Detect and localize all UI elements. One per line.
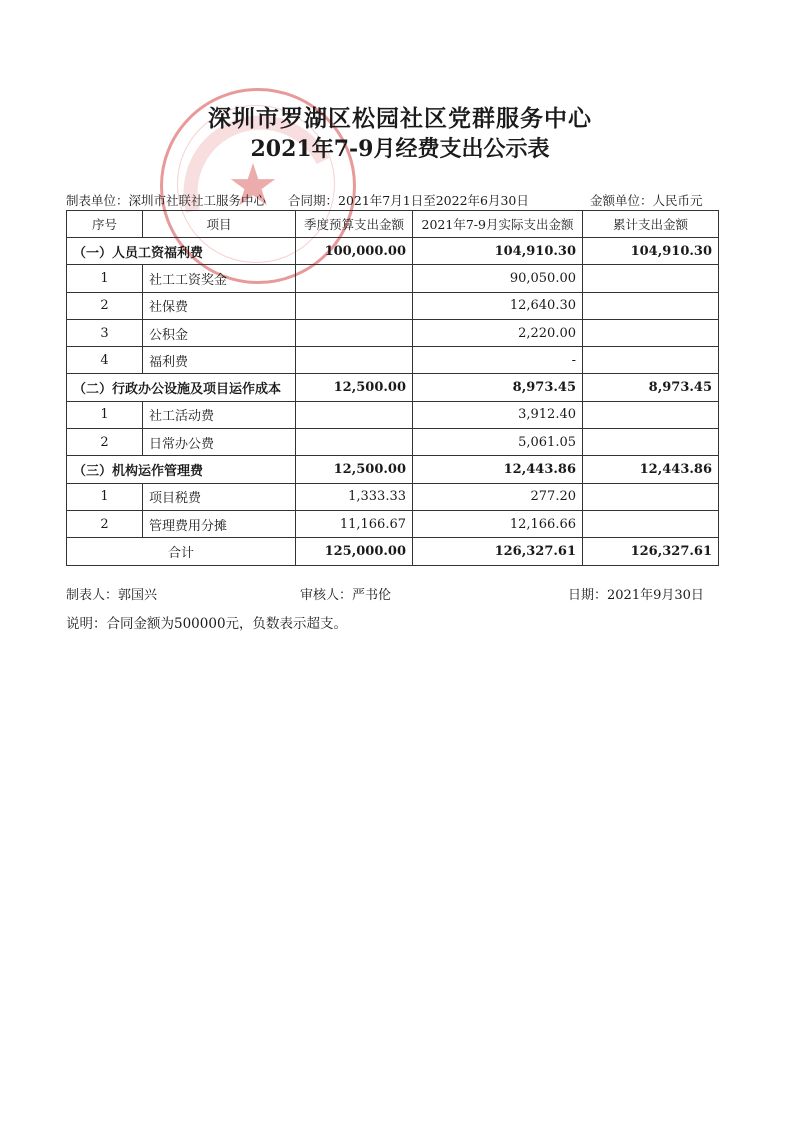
actual-cell: 104,910.30 (413, 238, 583, 265)
category-label: （二）行政办公设施及项目运作成本 (67, 374, 296, 401)
actual-cell: 277.20 (413, 483, 583, 510)
category-row (67, 456, 719, 483)
row-item: 日常办公费 (143, 429, 296, 456)
cumulative-cell (583, 401, 719, 428)
budget-cell (296, 292, 413, 319)
actual-cell: - (413, 347, 583, 374)
actual-cell: 8,973.45 (413, 374, 583, 401)
star-icon: ★ (227, 151, 279, 219)
header-actual: 2021年7-9月实际支出金额 (413, 211, 583, 238)
header-budget: 季度预算支出金额 (296, 211, 413, 238)
category-label: （三）机构运作管理费 (67, 456, 296, 483)
budget-cell: 1,333.33 (296, 483, 413, 510)
actual-cell: 12,640.30 (413, 292, 583, 319)
document-title: 深圳市罗湖区松园社区党群服务中心 (208, 105, 592, 132)
budget-cell: 12,500.00 (296, 374, 413, 401)
table-row (67, 483, 719, 510)
category-label: （一）人员工资福利费 (67, 238, 296, 265)
row-item: 管理费用分摊 (143, 510, 296, 537)
row-number: 1 (67, 483, 143, 510)
cumulative-cell: 12,443.86 (583, 456, 719, 483)
cumulative-cell (583, 347, 719, 374)
row-item: 项目税费 (143, 483, 296, 510)
cumulative-cell (583, 319, 719, 346)
cumulative-cell (583, 429, 719, 456)
table-row (67, 510, 719, 537)
table-row (67, 265, 719, 292)
row-number: 1 (67, 265, 143, 292)
expense-table (66, 210, 719, 566)
prepared-by-org: 制表单位：深圳市社联社工服务中心 (66, 193, 267, 208)
header-cumulative: 累计支出金额 (583, 211, 719, 238)
row-number: 2 (67, 429, 143, 456)
row-number: 3 (67, 319, 143, 346)
budget-cell: 12,500.00 (296, 456, 413, 483)
row-item: 社工活动费 (143, 401, 296, 428)
actual-cell: 5,061.05 (413, 429, 583, 456)
row-number: 1 (67, 401, 143, 428)
row-number: 2 (67, 292, 143, 319)
document-subtitle: 2021年7-9月经费支出公示表 (250, 136, 550, 162)
table-header-row (67, 211, 719, 238)
cumulative-cell (583, 510, 719, 537)
table-row (67, 347, 719, 374)
actual-cell: 12,443.86 (413, 456, 583, 483)
actual-cell: 126,327.61 (413, 538, 583, 565)
cumulative-cell (583, 292, 719, 319)
cumulative-cell: 126,327.61 (583, 538, 719, 565)
category-row (67, 238, 719, 265)
actual-cell: 90,050.00 (413, 265, 583, 292)
cumulative-cell: 8,973.45 (583, 374, 719, 401)
contract-period: 合同期：2021年7月1日至2022年6月30日 (288, 193, 529, 208)
cumulative-cell: 104,910.30 (583, 238, 719, 265)
actual-cell: 3,912.40 (413, 401, 583, 428)
budget-cell: 11,166.67 (296, 510, 413, 537)
reviewer: 审核人：严书伦 (300, 588, 392, 603)
total-label: 合计 (67, 538, 296, 565)
budget-cell: 100,000.00 (296, 238, 413, 265)
currency-unit: 金额单位：人民币元 (590, 193, 703, 208)
cumulative-cell (583, 483, 719, 510)
budget-cell (296, 401, 413, 428)
category-row (67, 374, 719, 401)
report-date: 日期：2021年9月30日 (568, 588, 704, 603)
note: 说明：合同金额为500000元，负数表示超支。 (66, 616, 348, 632)
row-item: 社保费 (143, 292, 296, 319)
row-number: 2 (67, 510, 143, 537)
row-item: 公积金 (143, 319, 296, 346)
table-row (67, 429, 719, 456)
actual-cell: 2,220.00 (413, 319, 583, 346)
table-row (67, 319, 719, 346)
header-item: 项目 (143, 211, 296, 238)
budget-cell (296, 347, 413, 374)
budget-cell (296, 265, 413, 292)
table-row (67, 292, 719, 319)
actual-cell: 12,166.66 (413, 510, 583, 537)
budget-cell (296, 429, 413, 456)
total-row (67, 538, 719, 565)
preparer: 制表人：郭国兴 (66, 588, 158, 603)
cumulative-cell (583, 265, 719, 292)
budget-cell: 125,000.00 (296, 538, 413, 565)
row-item: 社工工资奖金 (143, 265, 296, 292)
header-no: 序号 (67, 211, 143, 238)
row-number: 4 (67, 347, 143, 374)
table-row (67, 401, 719, 428)
row-item: 福利费 (143, 347, 296, 374)
table-body (67, 238, 719, 566)
budget-cell (296, 319, 413, 346)
